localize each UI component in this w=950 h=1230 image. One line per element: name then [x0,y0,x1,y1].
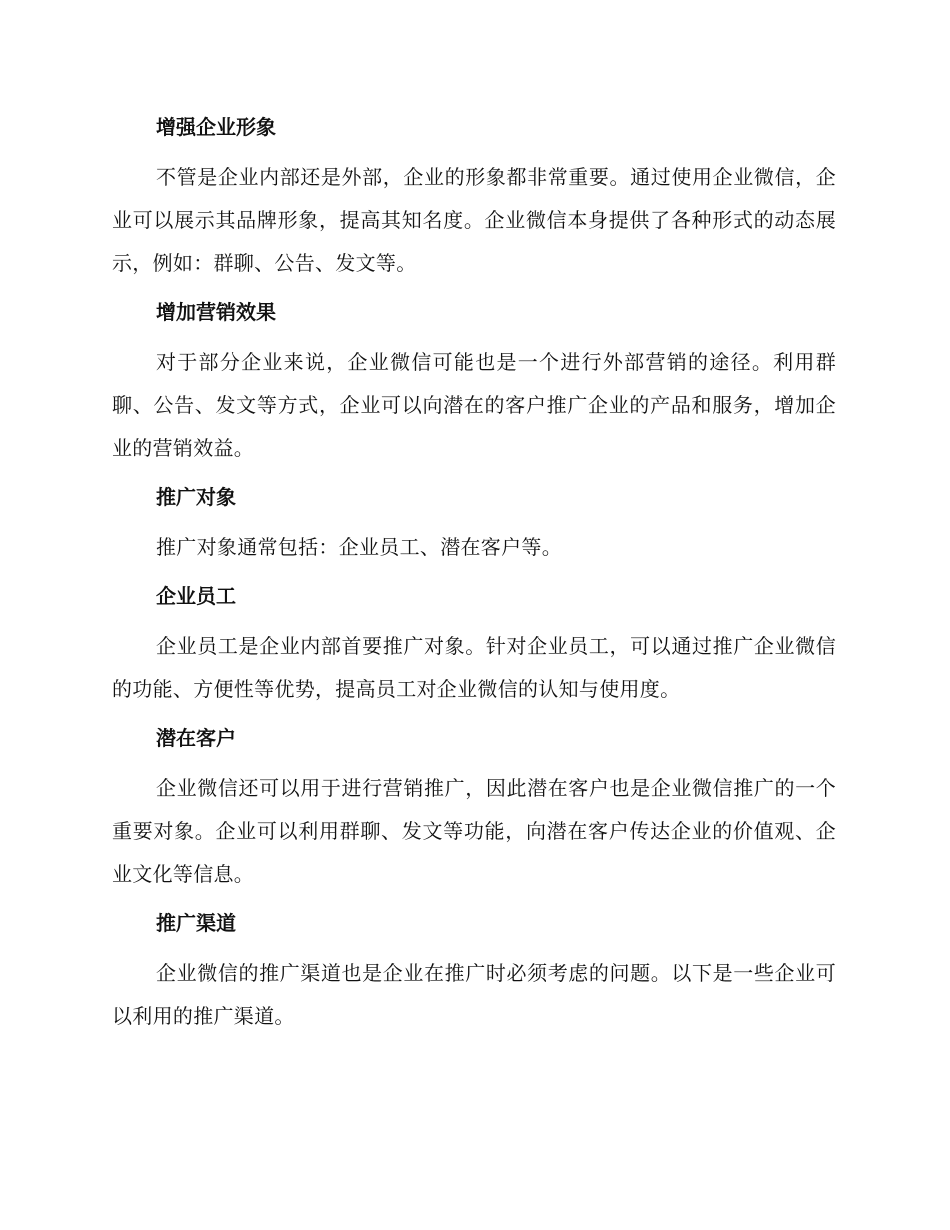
section-promotion-channels [112,906,836,1038]
section-heading: 增强企业形象 [156,115,276,139]
section-paragraph: 企业微信还可以用于进行营销推广，因此潜在客户也是企业微信推广的一个重要对象。企业可以利用群聊、发文等功能，向潜在客户传达企业的价值观、企业文化等信息。 [112,776,836,886]
section-heading: 推广对象 [156,485,236,509]
document-page [112,110,836,1038]
section-paragraph: 不管是企业内部还是外部，企业的形象都非常重要。通过使用企业微信，企业可以展示其品牌形象，提高其知名度。企业微信本身提供了各种形式的动态展示，例如：群聊、公告、发文等。 [112,165,836,275]
section-paragraph: 企业微信的推广渠道也是企业在推广时必须考虑的问题。以下是一些企业可以利用的推广渠道。 [112,961,836,1028]
section-brand-image [112,110,836,295]
section-paragraph: 企业员工是企业内部首要推广对象。针对企业员工，可以通过推广企业微信的功能、方便性等优势，提高员工对企业微信的认知与使用度。 [112,634,836,701]
section-paragraph: 推广对象通常包括：企业员工、潜在客户等。 [156,535,562,559]
section-heading: 推广渠道 [156,911,236,935]
section-marketing-effect [112,295,836,480]
section-heading: 企业员工 [156,584,236,608]
section-promotion-targets [112,480,836,579]
section-employees [112,579,836,721]
section-potential-customers [112,721,836,906]
section-paragraph: 对于部分企业来说，企业微信可能也是一个进行外部营销的途径。利用群聊、公告、发文等方式，企业可以向潜在的客户推广企业的产品和服务，增加企业的营销效益。 [112,350,836,460]
section-heading: 增加营销效果 [156,300,276,324]
section-heading: 潜在客户 [156,726,236,750]
